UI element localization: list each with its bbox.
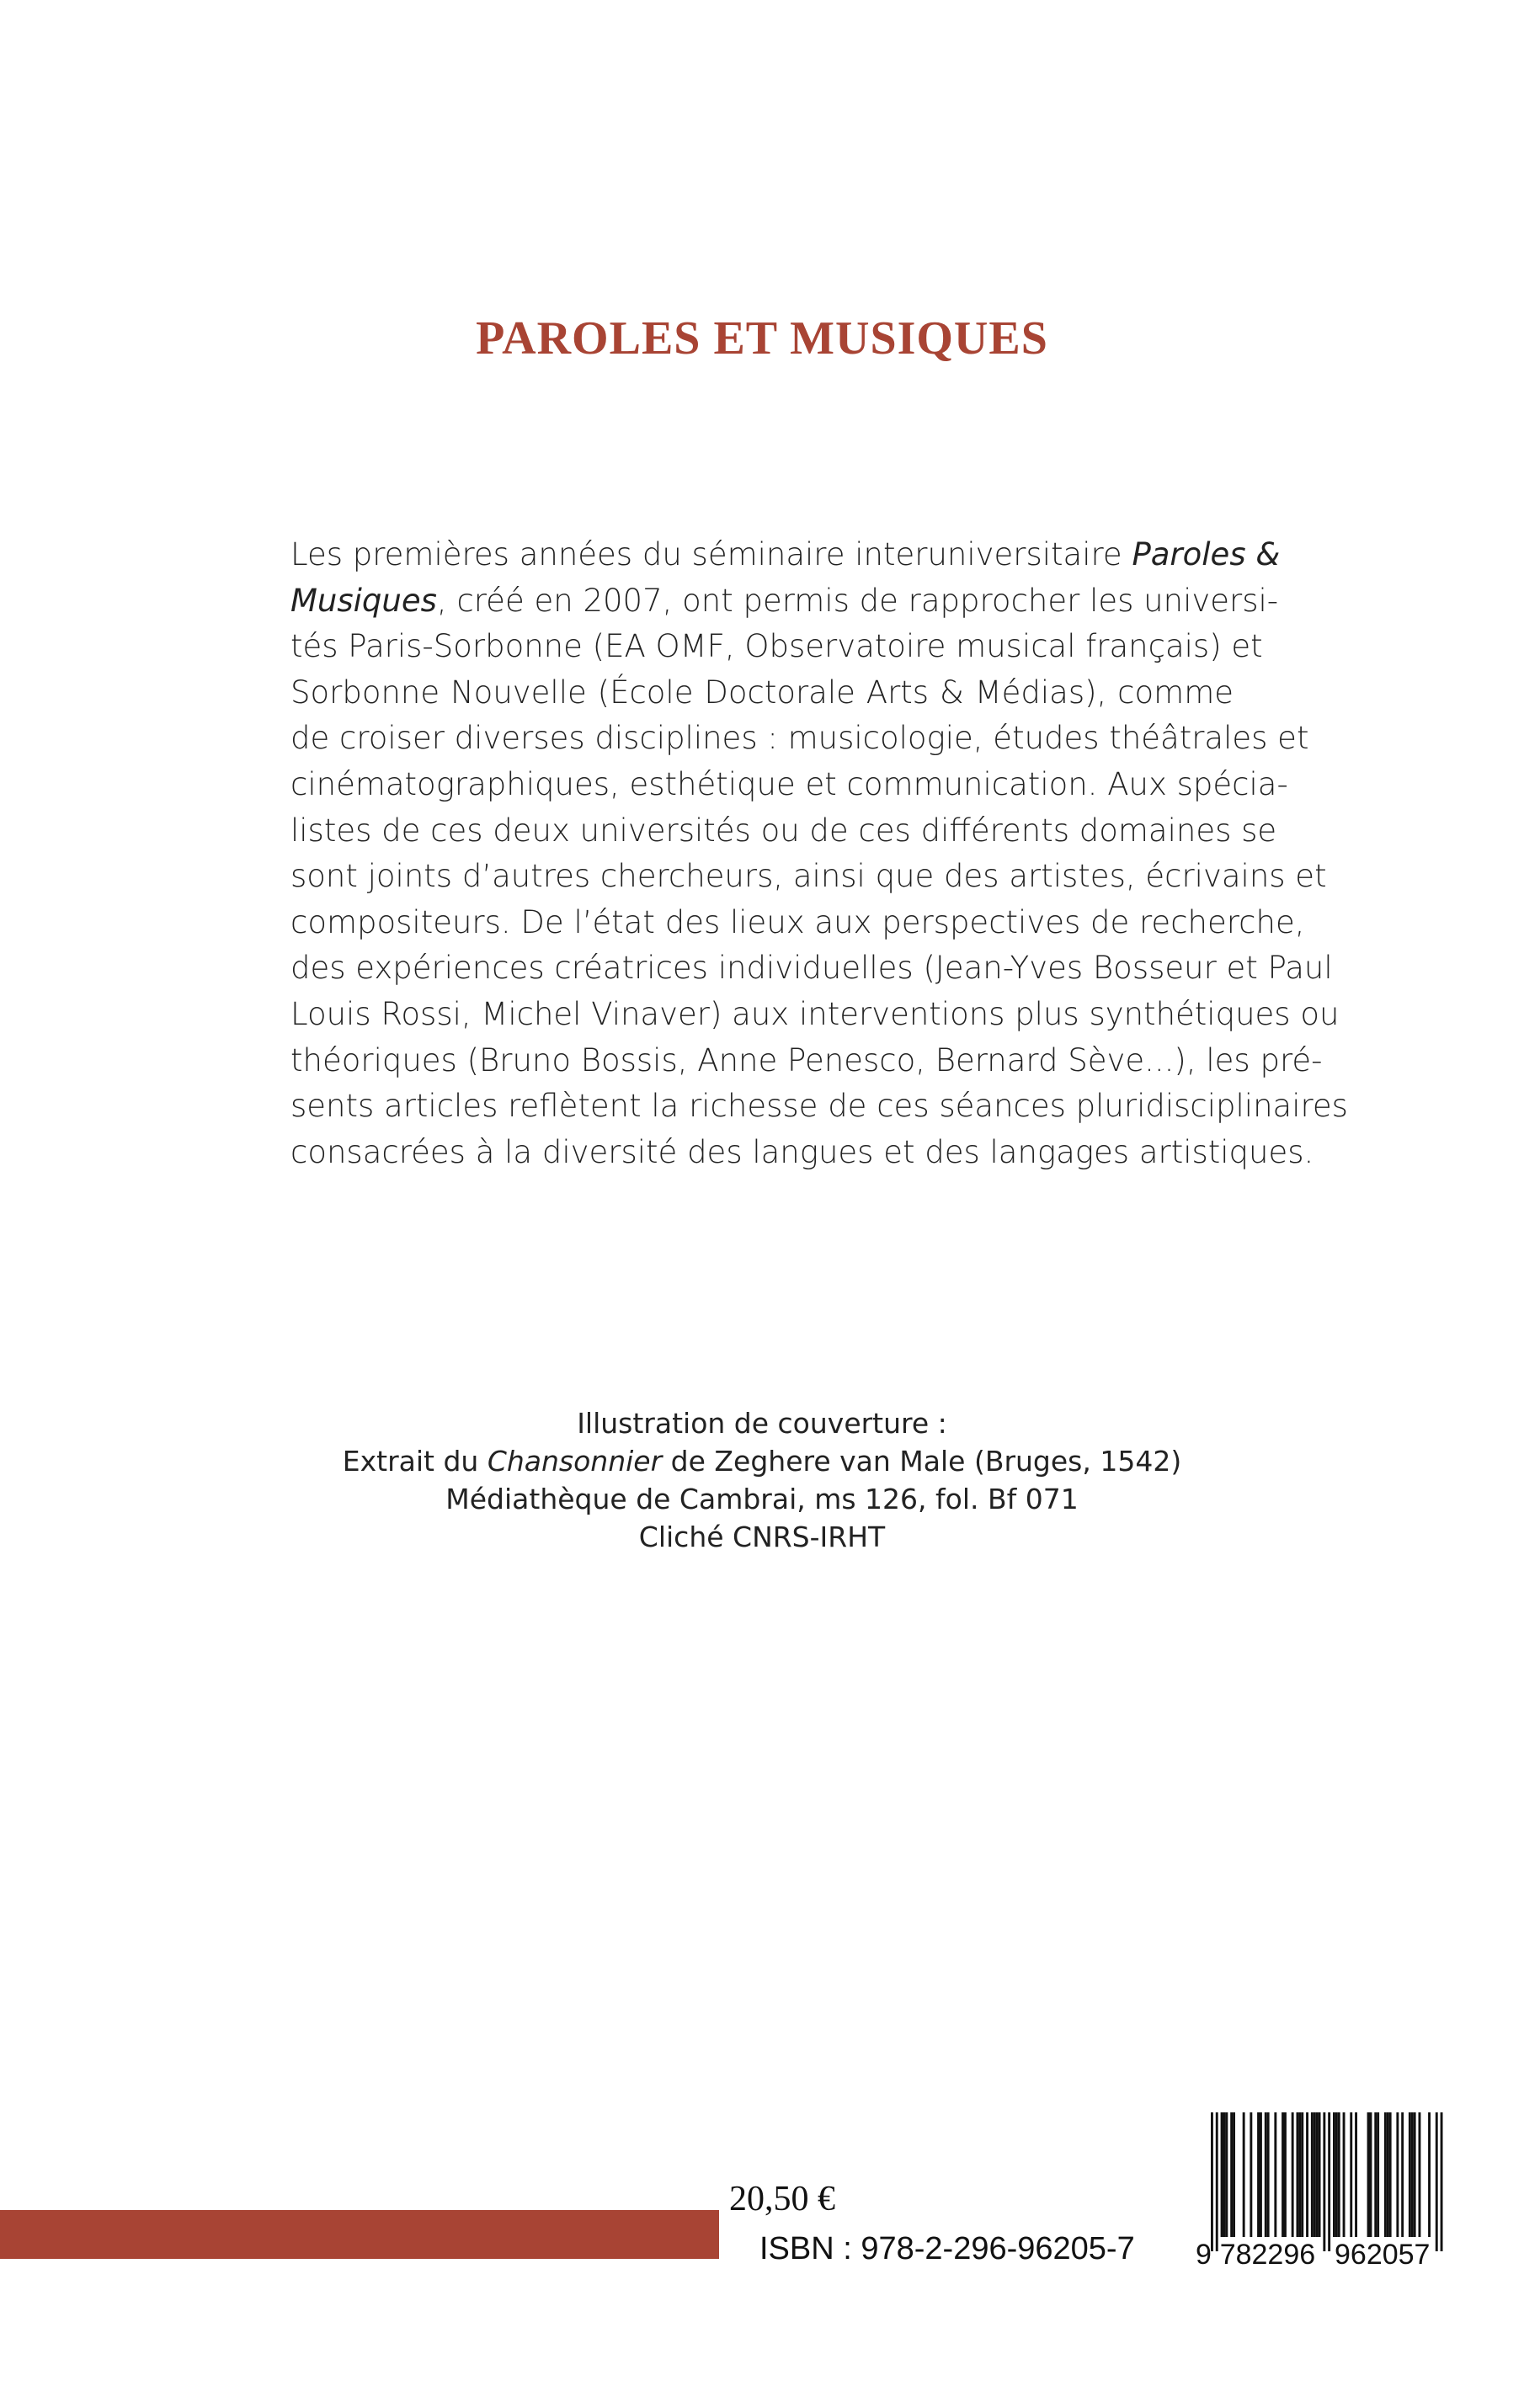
text-segment: Médiathèque de Cambrai, ms 126, fol. Bf 071 — [445, 1483, 1079, 1515]
blurb-line — [290, 578, 1279, 625]
text-segment: tés Paris-Sorbonne (EA OMF, Observatoire musical français) et — [290, 628, 1263, 665]
barcode-digits: 9 — [1196, 2239, 1212, 2268]
credit-line — [290, 1404, 1234, 1442]
barcode-bar — [1233, 2112, 1235, 2237]
text-segment: Paroles & — [1132, 536, 1281, 573]
blurb-line — [290, 992, 1340, 1038]
text-segment: Extrait du — [342, 1445, 488, 1478]
blurb-line — [290, 1084, 1348, 1130]
barcode-bar — [1260, 2112, 1262, 2237]
barcode-bar — [1211, 2112, 1213, 2251]
text-segment: Cliché CNRS-IRHT — [638, 1521, 886, 1553]
text-segment: listes de ces deux universités ou de ces différents domaines se — [290, 812, 1277, 849]
back-cover-blurb — [290, 532, 1348, 1175]
blurb-line — [290, 624, 1263, 670]
text-segment: théoriques (Bruno Bossis, Anne Penesco, Bernard Sève...), les pré- — [290, 1041, 1323, 1078]
barcode-bar — [1338, 2112, 1340, 2237]
barcode-bar — [1311, 2112, 1314, 2237]
barcode-bar — [1335, 2112, 1338, 2237]
text-segment: consacrées à la diversité des langues et des langages artistiques. — [290, 1133, 1314, 1170]
barcode-bar — [1389, 2112, 1392, 2237]
barcode-bar — [1316, 2112, 1319, 2237]
blurb-line — [290, 854, 1327, 900]
text-segment: cinématographiques, esthétique et communication. Aux spécia- — [290, 765, 1288, 802]
barcode-bar — [1414, 2112, 1416, 2237]
barcode-bar — [1419, 2112, 1421, 2237]
barcode-bar — [1328, 2112, 1330, 2251]
text-segment: Chansonnier — [487, 1445, 663, 1478]
text-segment: sont joints d’autres chercheurs, ainsi que des artistes, écrivains et — [290, 858, 1327, 895]
text-segment: Musiques — [290, 582, 437, 619]
credit-line — [290, 1442, 1234, 1480]
barcode-bar — [1374, 2112, 1377, 2237]
barcode-bar — [1367, 2112, 1370, 2237]
barcode-bar — [1384, 2112, 1387, 2237]
barcode-bar — [1333, 2112, 1335, 2237]
barcode-bar — [1441, 2112, 1443, 2251]
barcode-bar — [1436, 2112, 1438, 2251]
text-segment: compositeurs. De l’état des lieux aux perspectives de recherche, — [290, 903, 1305, 940]
blurb-line — [290, 900, 1305, 946]
barcode-bar — [1396, 2112, 1399, 2237]
accent-bar — [0, 2210, 719, 2259]
barcode-bar — [1221, 2112, 1223, 2237]
blurb-line — [290, 762, 1288, 808]
barcode-bar — [1292, 2112, 1294, 2237]
cover-illustration-credits — [290, 1404, 1234, 1556]
barcode-bar — [1230, 2112, 1233, 2237]
barcode-bar — [1265, 2112, 1267, 2237]
barcode-bar — [1370, 2112, 1372, 2237]
barcode-digits: 962057 — [1335, 2239, 1431, 2268]
book-title: PAROLES ET MUSIQUES — [476, 312, 1048, 365]
blurb-line — [290, 1130, 1314, 1176]
barcode-bar — [1216, 2112, 1218, 2251]
barcode-bar — [1225, 2112, 1228, 2237]
text-segment: de croiser diverses disciplines : musicologie, études théâtrales et — [290, 720, 1309, 757]
text-segment: Louis Rossi, Michel Vinaver) aux interventions plus synthétiques ou — [290, 995, 1340, 1032]
text-segment: Sorbonne Nouvelle (École Doctorale Arts & Médias), comme — [290, 674, 1234, 711]
blurb-line — [290, 945, 1333, 992]
text-segment: sents articles reflètent la richesse de ces séances pluridisciplinaires — [290, 1088, 1348, 1125]
isbn: ISBN : 978-2-296-96205-7 — [759, 2231, 1135, 2266]
barcode-bar — [1298, 2112, 1301, 2237]
barcode-digits: 782296 — [1219, 2239, 1316, 2268]
blurb-line — [290, 532, 1281, 578]
barcode-bar — [1284, 2112, 1287, 2237]
barcode-bar — [1314, 2112, 1316, 2237]
blurb-line — [290, 670, 1234, 716]
blurb-line — [290, 808, 1277, 855]
barcode-bar — [1343, 2112, 1346, 2237]
barcode-bar — [1257, 2112, 1260, 2237]
barcode-bar — [1323, 2112, 1325, 2251]
barcode-bar — [1301, 2112, 1303, 2237]
barcode-bar — [1428, 2112, 1431, 2237]
barcode-bar — [1401, 2112, 1404, 2237]
price: 20,50 € — [729, 2180, 835, 2218]
barcode-bar — [1297, 2112, 1299, 2237]
barcode — [1196, 2112, 1448, 2268]
credit-line — [290, 1480, 1234, 1518]
barcode-bar — [1355, 2112, 1357, 2237]
barcode-bar — [1409, 2112, 1411, 2237]
barcode-bar — [1282, 2112, 1284, 2237]
text-segment: de Zeghere van Male (Bruges, 1542) — [662, 1445, 1182, 1478]
blurb-line — [290, 716, 1309, 762]
barcode-bar — [1250, 2112, 1252, 2237]
credit-line — [290, 1518, 1234, 1556]
barcode-bar — [1411, 2112, 1414, 2237]
barcode-bar — [1387, 2112, 1389, 2237]
barcode-bar — [1267, 2112, 1270, 2237]
blurb-line — [290, 1038, 1323, 1084]
text-segment: , créé en 2007, ont permis de rapprocher les universi- — [436, 582, 1279, 619]
barcode-bar — [1243, 2112, 1245, 2237]
text-segment: Les premières années du séminaire interuniversitaire — [290, 536, 1132, 573]
barcode-bar — [1350, 2112, 1352, 2237]
barcode-bar — [1274, 2112, 1276, 2237]
barcode-bar — [1319, 2112, 1321, 2237]
barcode-bar — [1377, 2112, 1379, 2237]
barcode-bar — [1223, 2112, 1226, 2237]
barcode-bar — [1306, 2112, 1308, 2237]
text-segment: Illustration de couverture : — [577, 1407, 947, 1440]
text-segment: des expériences créatrices individuelles (Jean-Yves Bosseur et Paul — [290, 950, 1333, 987]
